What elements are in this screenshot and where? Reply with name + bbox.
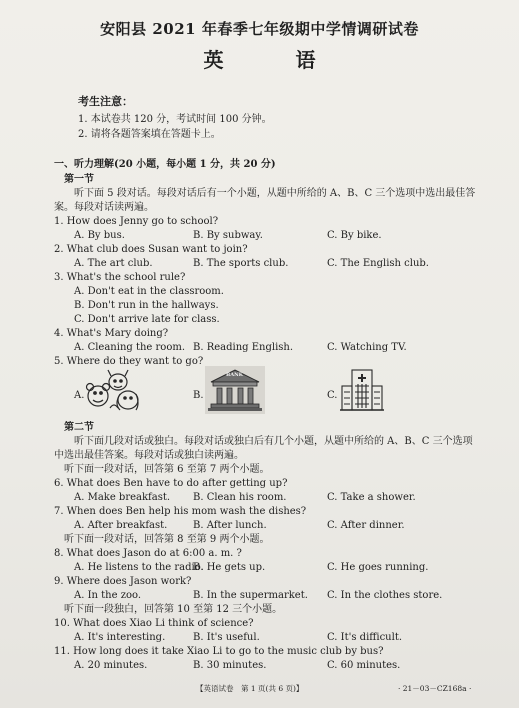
notice-item-2: 2. 请将各题答案填在答题卡上。 — [78, 129, 221, 140]
q7-option-a: A. After breakfast. — [74, 520, 168, 531]
q4-option-b: B. Reading English. — [193, 342, 294, 353]
q6-option-a: A. Make breakfast. — [74, 492, 171, 503]
section1-instruction-2: 案。每段对话读两遍。 — [54, 202, 154, 213]
section1-instruction-1: 听下面 5 段对话。每段对话后有一个小题，从题中所给的 A、B、C 三个选项中选出最佳答 — [74, 188, 476, 199]
part1-heading: 一、听力理解(20 小题，每小题 1 分，共 20 分) — [54, 159, 276, 170]
q6-option-c: C. Take a shower. — [327, 492, 416, 503]
q9-option-c: C. In the clothes store. — [327, 590, 443, 601]
q10-stem: 10. What does Xiao Li think of science? — [54, 618, 254, 629]
q8-option-b: B. He gets up. — [193, 562, 266, 573]
exam-code: · 21－03－CZ168a · — [398, 684, 472, 693]
q3-option-a: A. Don't eat in the classroom. — [74, 286, 224, 297]
q9-option-b: B. In the supermarket. — [193, 590, 308, 601]
q1-option-a: A. By bus. — [74, 230, 125, 241]
monologue-intro: 听下面一段独白，回答第 10 至第 12 三个小题。 — [64, 604, 283, 615]
q7-option-b: B. After lunch. — [193, 520, 267, 531]
q1-option-c: C. By bike. — [327, 230, 382, 241]
section2-label: 第二节 — [64, 422, 94, 433]
q11-option-c: C. 60 minutes. — [327, 660, 401, 671]
q6-option-b: B. Clean his room. — [193, 492, 287, 503]
q8-option-a: A. He listens to the radio. — [74, 562, 204, 573]
q11-option-b: B. 30 minutes. — [193, 660, 267, 671]
q9-option-a: A. In the zoo. — [74, 590, 142, 601]
q8-option-c: C. He goes running. — [327, 562, 429, 573]
bank-sign-text: BANK — [226, 372, 244, 378]
q7-stem: 7. When does Ben help his mom wash the dishes? — [54, 506, 307, 517]
notice-item-1: 1. 本试卷共 120 分，考试时间 100 分钟。 — [78, 114, 272, 125]
q9-stem: 9. Where does Jason work? — [54, 576, 192, 587]
exam-title: 安阳县 2021 年春季七年级期中学情调研试卷 — [100, 20, 419, 38]
q1-option-b: B. By subway. — [193, 230, 263, 241]
q3-option-b: B. Don't run in the hallways. — [74, 300, 219, 311]
q5-option-a: A. — [74, 390, 85, 401]
q1-stem: 1. How does Jenny go to school? — [54, 216, 219, 227]
page-footer: 【英语试卷 第 1 页(共 6 页)】 — [196, 684, 304, 693]
q10-option-c: C. It's difficult. — [327, 632, 403, 643]
dialogue-1-intro: 听下面一段对话，回答第 6 至第 7 两个小题。 — [64, 464, 270, 475]
subject-title: 英 语 — [203, 48, 342, 72]
q2-option-b: B. The sports club. — [193, 258, 289, 269]
q4-stem: 4. What's Mary doing? — [54, 328, 169, 339]
q2-option-a: A. The art club. — [74, 258, 153, 269]
zoo-animals-icon — [84, 368, 140, 416]
q2-option-c: C. The English club. — [327, 258, 429, 269]
q5-option-c: C. — [327, 390, 338, 401]
q11-stem: 11. How long does it take Xiao Li to go to the music club by bus? — [54, 646, 384, 657]
hospital-building-icon — [340, 366, 384, 418]
q2-stem: 2. What club does Susan want to join? — [54, 244, 248, 255]
q3-stem: 3. What's the school rule? — [54, 272, 186, 283]
dialogue-2-intro: 听下面一段对话，回答第 8 至第 9 两个小题。 — [64, 534, 270, 545]
q3-option-c: C. Don't arrive late for class. — [74, 314, 220, 325]
notice-title: 考生注意： — [78, 95, 133, 108]
q4-option-a: A. Cleaning the room. — [74, 342, 186, 353]
q4-option-c: C. Watching TV. — [327, 342, 407, 353]
q10-option-a: A. It's interesting. — [74, 632, 166, 643]
q7-option-c: C. After dinner. — [327, 520, 405, 531]
q5-stem: 5. Where do they want to go? — [54, 356, 204, 367]
q8-stem: 8. What does Jason do at 6:00 a. m. ? — [54, 548, 242, 559]
section2-instruction-2: 中选出最佳答案。每段对话或独白读两遍。 — [54, 450, 244, 461]
q10-option-b: B. It's useful. — [193, 632, 260, 643]
section2-instruction-1: 听下面几段对话或独白。每段对话或独白后有几个小题，从题中所给的 A、B、C 三个选项 — [74, 436, 473, 447]
q6-stem: 6. What does Ben have to do after getting up? — [54, 478, 288, 489]
q11-option-a: A. 20 minutes. — [74, 660, 148, 671]
q5-option-b: B. — [193, 390, 204, 401]
section1-label: 第一节 — [64, 174, 94, 185]
